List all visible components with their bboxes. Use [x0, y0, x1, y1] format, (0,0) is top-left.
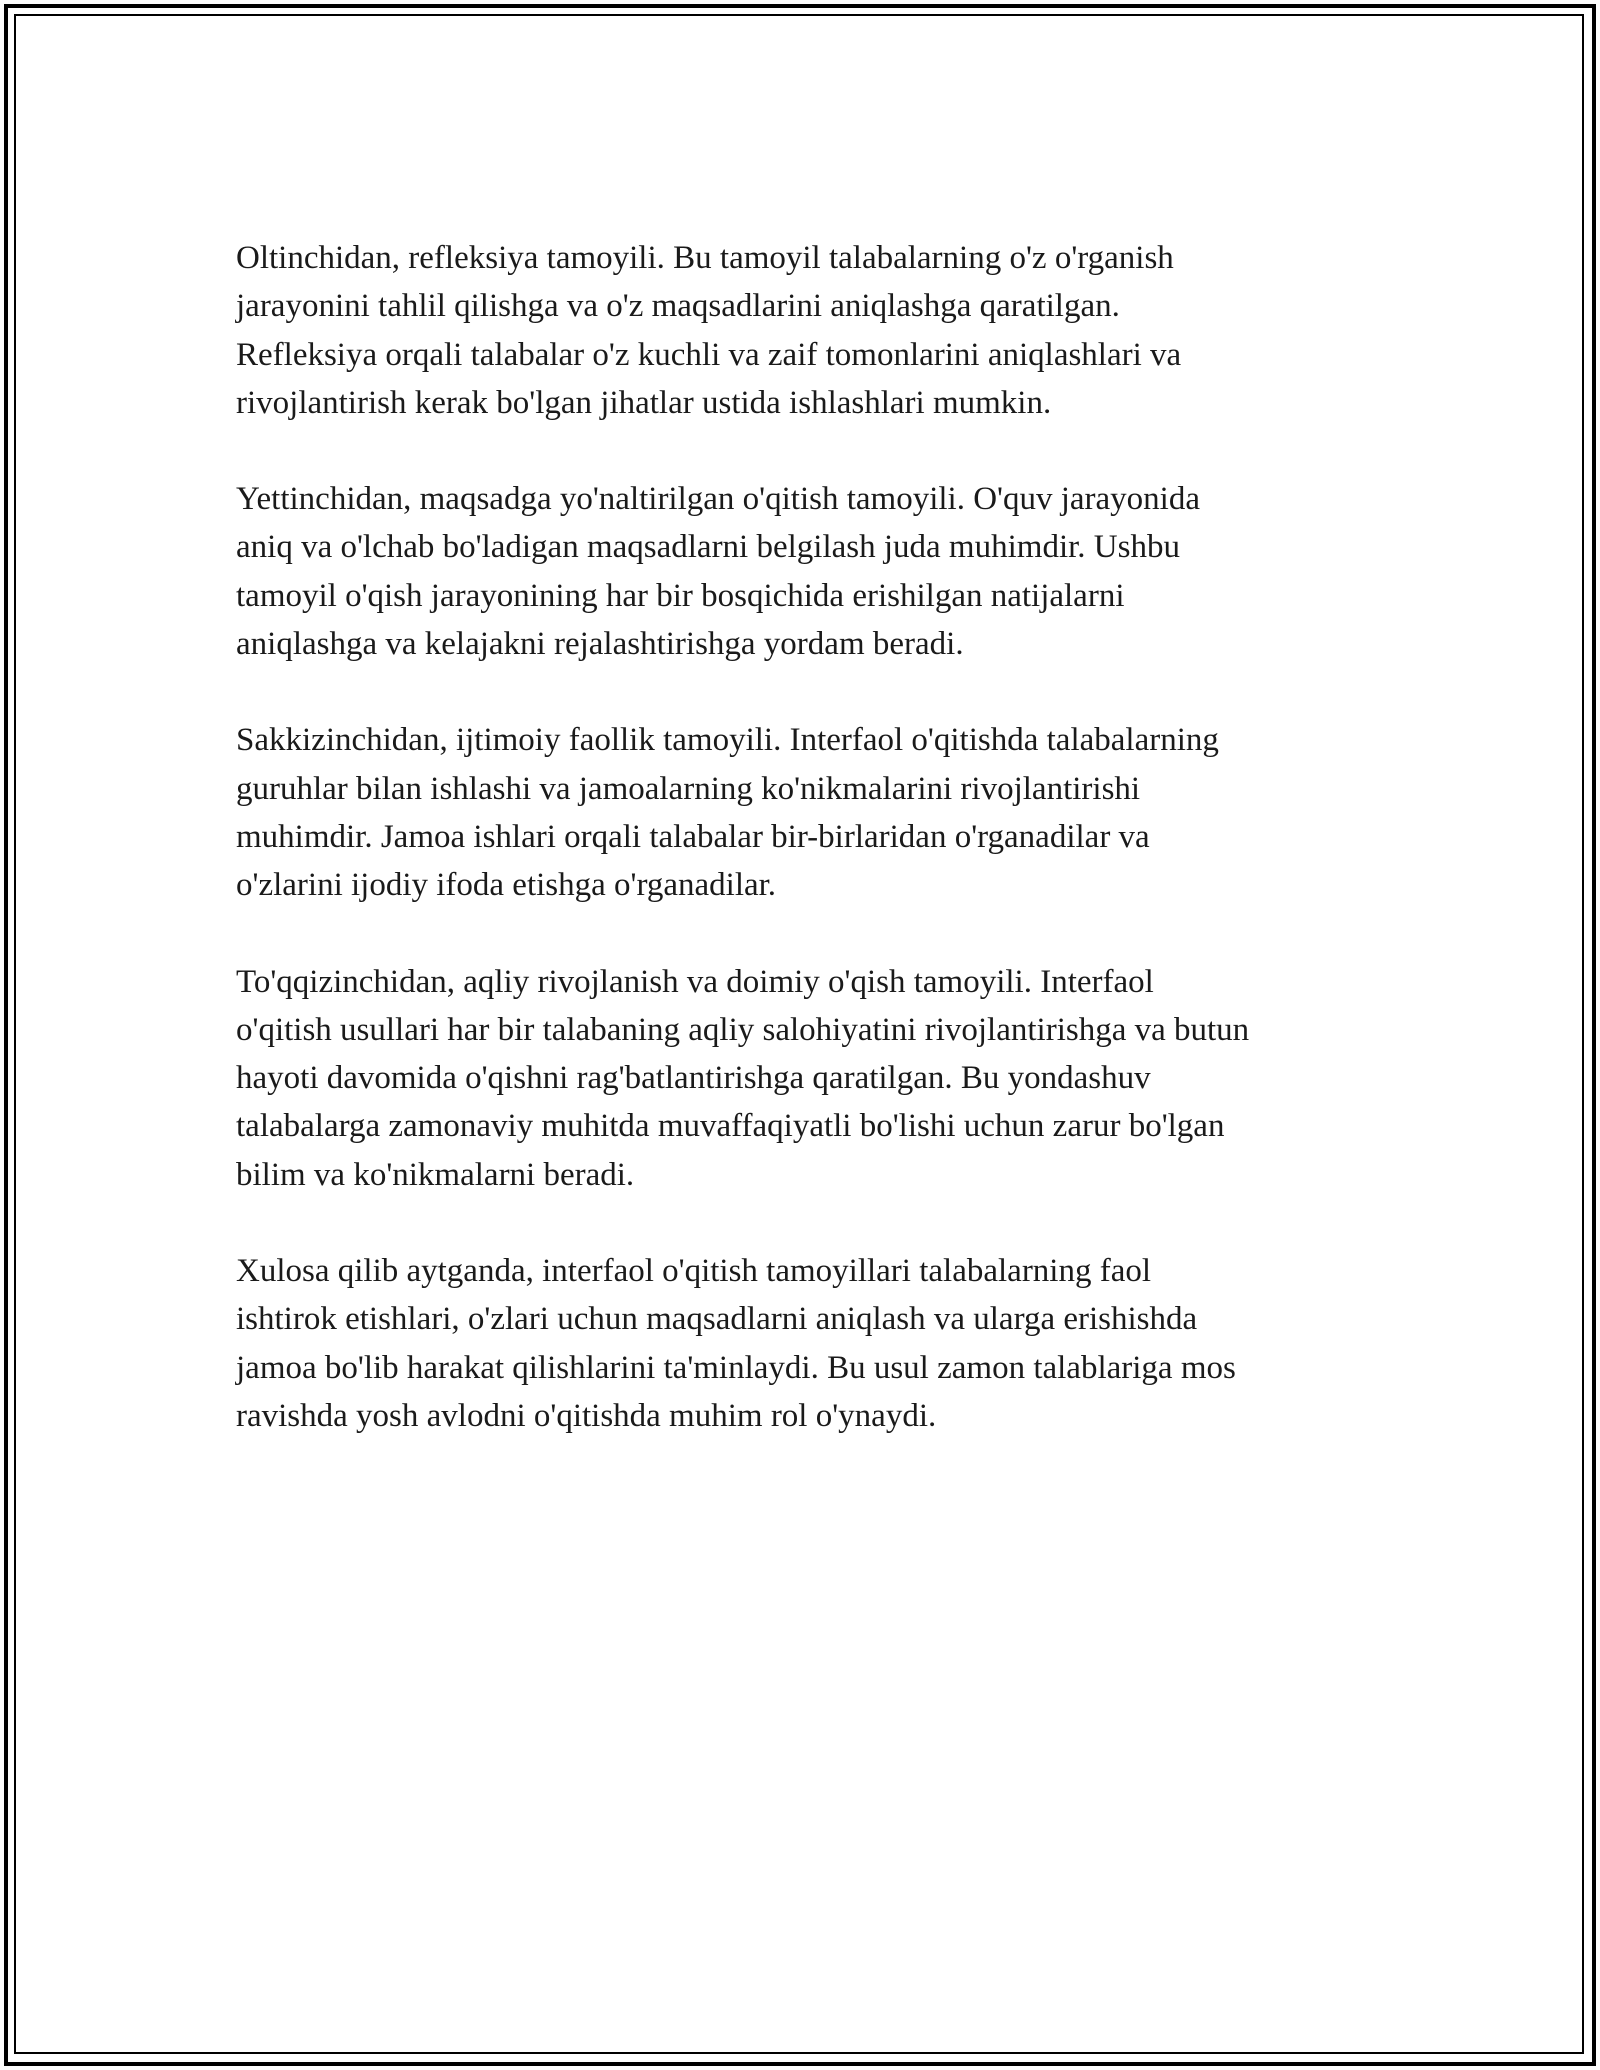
text-line: aniqlashga va kelajakni rejalashtirishga yordam beradi.: [236, 626, 964, 663]
paragraph-goal-oriented-principle: [236, 475, 1386, 668]
paragraph-mental-development-principle: [236, 958, 1386, 1199]
text-line: bilim va ko'nikmalarni beradi.: [236, 1156, 635, 1193]
text-line: Oltinchidan, refleksiya tamoyili. Bu tamoyil talabalarning o'z o'rganish: [236, 240, 1174, 276]
text-line: hayoti davomida o'qishni rag'batlantirishga qaratilgan. Bu yondashuv: [236, 1060, 1151, 1097]
text-line: Refleksiya orqali talabalar o'z kuchli va zaif tomonlarini aniqlashlari va: [236, 336, 1182, 373]
text-line: Sakkizinchidan, ijtimoiy faollik tamoyili. Interfaol o'qitishda talabalarning: [236, 722, 1219, 759]
text-line: rivojlantirish kerak bo'lgan jihatlar ustida ishlashlari mumkin.: [236, 384, 1052, 421]
text-line: Xulosa qilib aytganda, interfaol o'qitish tamoyillari talabalarning faol: [236, 1253, 1152, 1290]
text-line: To'qqizinchidan, aqliy rivojlanish va doimiy o'qish tamoyili. Interfaol: [236, 963, 1154, 1000]
text-line: o'zlarini ijodiy ifoda etishga o'rganadilar.: [236, 867, 777, 904]
text-line: ravishda yosh avlodni o'qitishda muhim rol o'ynaydi.: [236, 1397, 937, 1434]
paragraph-reflection-principle: [236, 234, 1386, 427]
paragraph-conclusion: [236, 1247, 1386, 1440]
text-line: ishtirok etishlari, o'zlari uchun maqsadlarni aniqlash va ularga erishishda: [236, 1301, 1198, 1338]
text-line: talabalarga zamonaviy muhitda muvaffaqiyatli bo'lishi uchun zarur bo'lgan: [236, 1108, 1225, 1145]
text-line: o'qitish usullari har bir talabaning aqliy salohiyatini rivojlantirishga va butun: [236, 1011, 1250, 1048]
text-line: Yettinchidan, maqsadga yo'naltirilgan o'qitish tamoyili. O'quv jarayonida: [236, 481, 1200, 518]
text-line: jamoa bo'lib harakat qilishlarini ta'minlaydi. Bu usul zamon talablariga mos: [236, 1349, 1236, 1386]
document-body: [236, 234, 1386, 1488]
text-line: tamoyil o'qish jarayonining har bir bosqichida erishilgan natijalarni: [236, 577, 1125, 614]
paragraph-social-activity-principle: [236, 716, 1386, 909]
text-line: guruhlar bilan ishlashi va jamoalarning ko'nikmalarini rivojlantirishi: [236, 770, 1141, 807]
text-line: muhimdir. Jamoa ishlari orqali talabalar bir-birlaridan o'rganadilar va: [236, 818, 1150, 855]
text-line: aniq va o'lchab bo'ladigan maqsadlarni belgilash juda muhimdir. Ushbu: [236, 529, 1180, 566]
text-line: jarayonini tahlil qilishga va o'z maqsadlarini aniqlashga qaratilgan.: [236, 288, 1120, 325]
